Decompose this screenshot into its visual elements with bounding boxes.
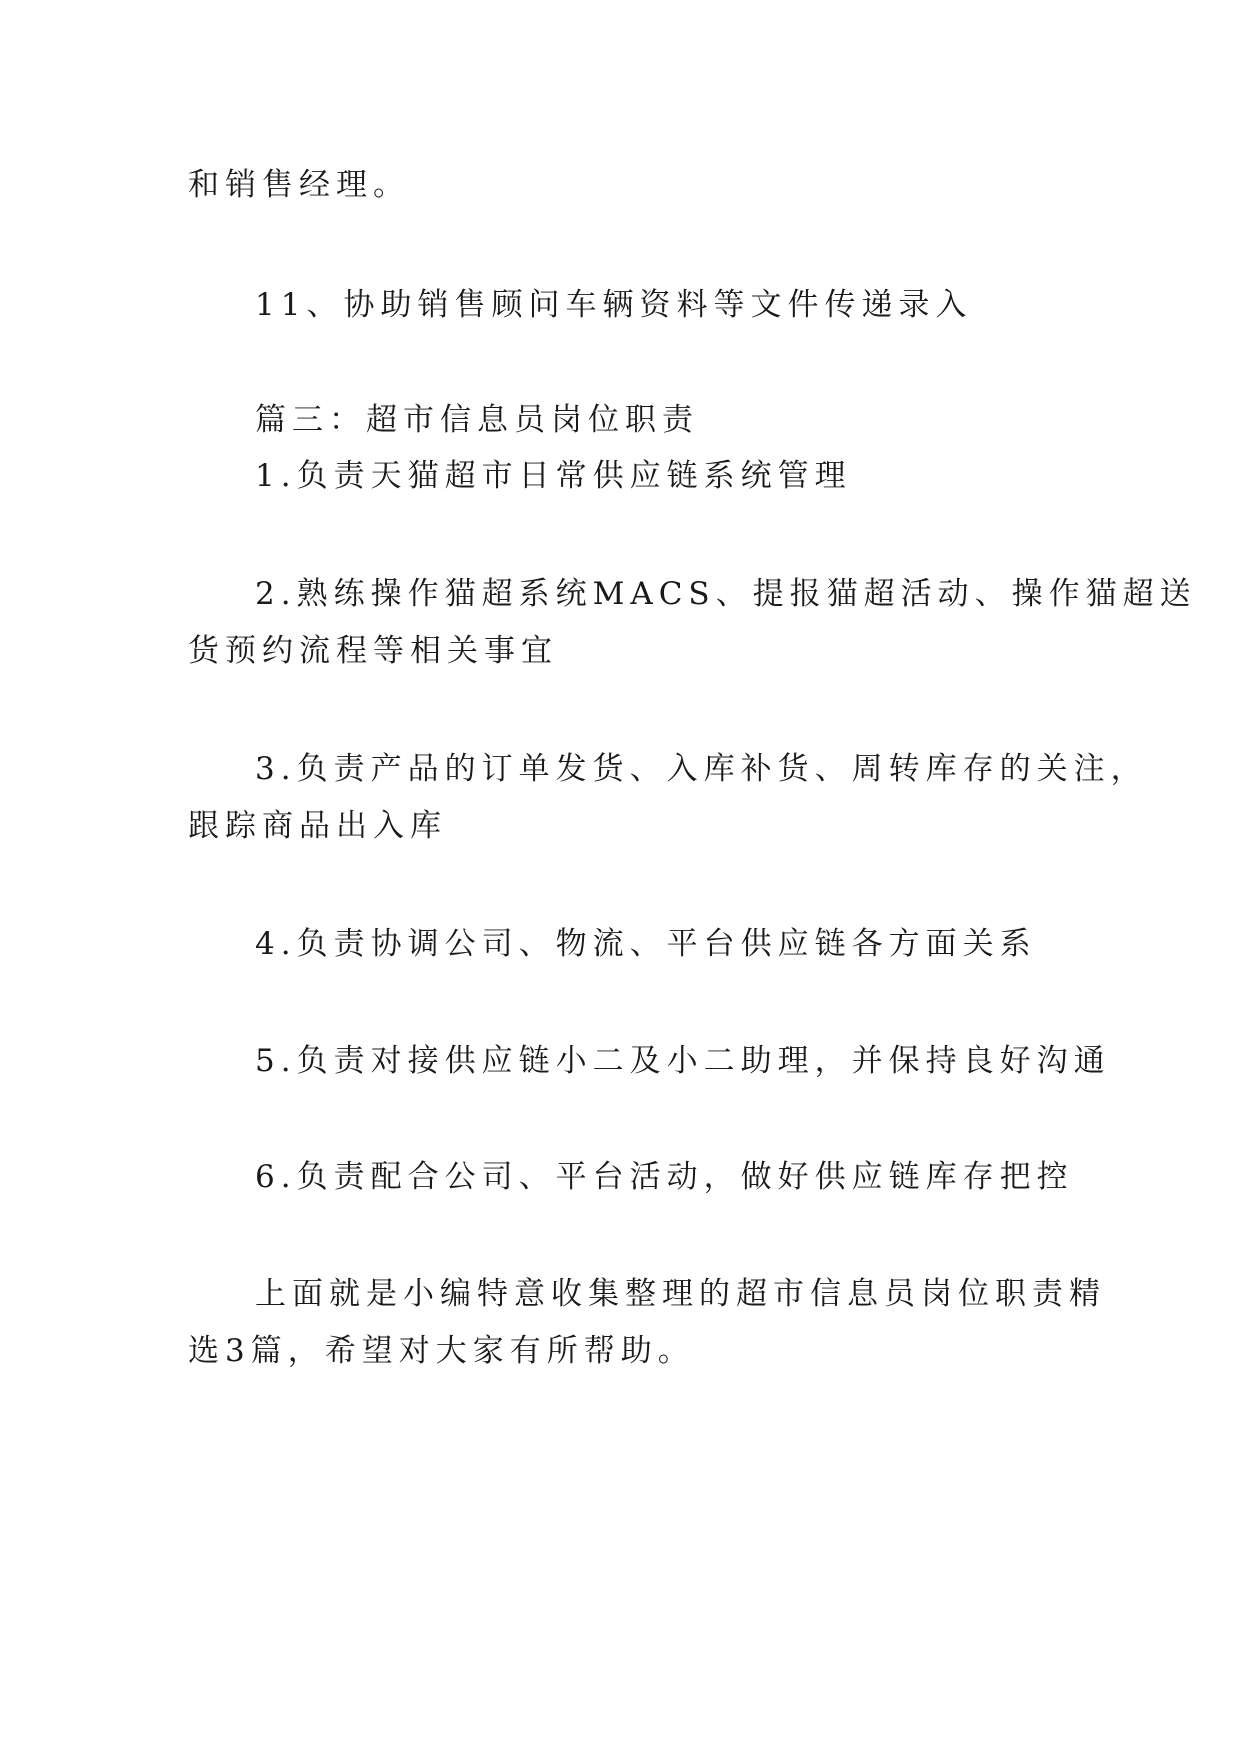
text-line-12: 上面就是小编特意收集整理的超市信息员岗位职责精 [255,1276,1106,1312]
text-line-4: 1.负责天猫超市日常供应链系统管理 [255,458,852,494]
text-line-13: 选3篇，希望对大家有所帮助。 [188,1333,695,1369]
text-line-7: 3.负责产品的订单发货、入库补货、周转库存的关注， [255,751,1148,787]
text-line-10: 5.负责对接供应链小二及小二助理，并保持良好沟通 [255,1043,1111,1079]
text-line-8: 跟踪商品出入库 [188,808,447,844]
text-line-5: 2.熟练操作猫超系统MACS、提报猫超活动、操作猫超送 [255,576,1197,612]
text-line-6: 货预约流程等相关事宜 [188,633,558,669]
text-line-11: 6.负责配合公司、平台活动，做好供应链库存把控 [255,1159,1074,1195]
text-line-1: 和销售经理。 [188,167,410,203]
text-line-2: 11、协助销售顾问车辆资料等文件传递录入 [255,287,973,323]
section-heading: 篇三：超市信息员岗位职责 [255,402,699,438]
text-line-9: 4.负责协调公司、物流、平台供应链各方面关系 [255,926,1037,962]
